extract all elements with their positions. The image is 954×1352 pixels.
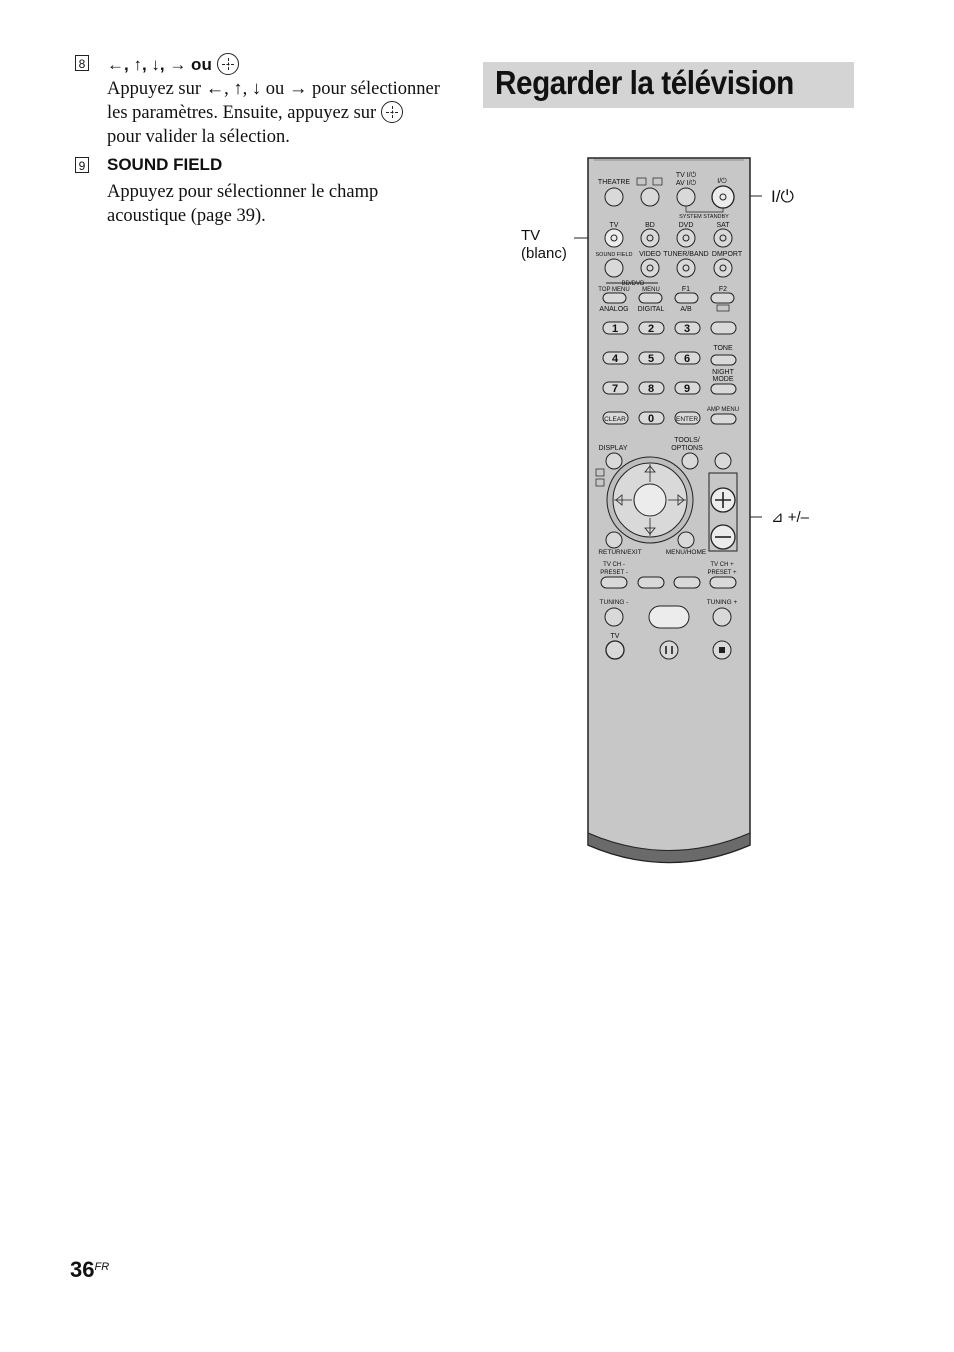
- remote-ab-label: A/B: [680, 306, 692, 313]
- remote-pause-button: [660, 641, 678, 659]
- remote-digital-label: DIGITAL: [637, 306, 665, 313]
- remote-f1-label: F1: [681, 286, 691, 293]
- item-9-text-1: Appuyez pour sélectionner le champ: [107, 182, 379, 202]
- item-9-heading: SOUND FIELD: [107, 155, 223, 174]
- remote-play-button: [649, 606, 689, 628]
- remote-menu-home-label: MENU/HOME: [665, 549, 707, 556]
- remote-bd-label: BD: [645, 222, 655, 229]
- remote-night-mode-button: [711, 384, 736, 394]
- remote-next-button: [710, 577, 736, 588]
- remote-amp-menu-button: [711, 414, 736, 424]
- remote-f1-button: [675, 293, 698, 303]
- remote-tv-label: TV: [609, 222, 619, 229]
- remote-tv-input-button: [606, 641, 624, 659]
- remote-advance-button: [674, 577, 700, 588]
- page-number-suffix: FR: [94, 1261, 110, 1273]
- remote-display-key: [711, 322, 736, 334]
- remote-night-label-1: NIGHT: [712, 369, 734, 376]
- remote-key-0-label: 0: [647, 413, 655, 425]
- remote-key-9-label: 9: [683, 383, 691, 395]
- remote-power-label: I/⏻: [717, 178, 727, 185]
- remote-input-button: [641, 188, 659, 206]
- remote-tools-button: [682, 453, 698, 469]
- item-8-number: 8: [75, 55, 89, 71]
- callout-tv-line1: TV: [521, 227, 541, 244]
- item-8-text-3: pour valider la sélection.: [107, 127, 290, 147]
- remote-display-button: [606, 453, 622, 469]
- remote-sound-field-label: SOUND FIELD: [595, 252, 633, 258]
- page-number: [70, 1257, 109, 1283]
- remote-dvd-button: [677, 229, 695, 247]
- remote-muting-button: [715, 453, 731, 469]
- remote-clear-label: CLEAR: [604, 416, 626, 423]
- item-9-text-2: acoustique (page 39).: [107, 206, 266, 226]
- remote-tone-button: [711, 355, 736, 365]
- remote-dvd-label: DVD: [678, 222, 694, 229]
- remote-tuning-minus-label: TUNING -: [599, 599, 629, 606]
- remote-key-6-label: 6: [683, 353, 691, 365]
- remote-bd-dvd-label: BD/DVD: [621, 281, 645, 287]
- remote-tvch-plus-label-1: TV CH +: [710, 562, 734, 568]
- remote-key-2-label: 2: [647, 323, 655, 335]
- remote-tv-bottom-label: TV: [610, 633, 620, 640]
- remote-key-8-label: 8: [647, 383, 655, 395]
- remote-video-button: [641, 259, 659, 277]
- remote-video-label: VIDEO: [639, 251, 661, 258]
- remote-night-label-2: MODE: [712, 376, 734, 383]
- remote-tuner-band-label: TUNER/BAND: [663, 251, 709, 258]
- remote-forward-button: [713, 608, 731, 626]
- section-title: Regarder la télévision: [495, 64, 794, 101]
- remote-enter-label: ENTER: [675, 416, 699, 423]
- callout-volume: ⊿ +/–: [771, 509, 810, 526]
- remote-prev-button: [601, 577, 627, 588]
- remote-bd-button: [641, 229, 659, 247]
- remote-tvch-minus-label-1: TV CH -: [603, 562, 625, 568]
- remote-return-label: RETURN/EXIT: [598, 549, 642, 556]
- remote-return-button: [606, 532, 622, 548]
- remote-rewind-button: [605, 608, 623, 626]
- item-8-heading-text: ←, ↑, ↓, → ou: [107, 55, 212, 74]
- remote-sat-button: [714, 229, 732, 247]
- remote-display-label: DISPLAY: [598, 445, 628, 452]
- remote-top-menu-button: [603, 293, 626, 303]
- remote-tv-button: [605, 229, 623, 247]
- remote-tuning-plus-label: TUNING +: [706, 599, 738, 606]
- remote-tv-power-label: TV I/⏻: [675, 172, 697, 179]
- remote-tools-label-2: OPTIONS: [671, 445, 703, 452]
- remote-key-5-label: 5: [647, 353, 655, 365]
- item-9-number: 9: [75, 157, 89, 173]
- remote-system-standby-label: SYSTEM STANDBY: [679, 214, 729, 220]
- remote-theatre-label: THEATRE: [597, 179, 631, 186]
- item-8-text-1: Appuyez sur ←, ↑, ↓ ou → pour sélectionner: [107, 79, 440, 99]
- remote-replay-button: [638, 577, 664, 588]
- remote-sat-label: SAT: [716, 222, 730, 229]
- remote-dmport-label: DMPORT: [711, 251, 743, 258]
- remote-tuner-button: [677, 259, 695, 277]
- page-number-value: 36: [70, 1257, 95, 1282]
- remote-av-power-label: AV I/⏻: [675, 180, 697, 187]
- remote-amp-menu-label: AMP MENU: [706, 407, 740, 413]
- remote-f2-label: F2: [718, 286, 728, 293]
- remote-tone-label: TONE: [713, 345, 733, 352]
- remote-menu-home-button: [678, 532, 694, 548]
- remote-tools-label-1: TOOLS/: [674, 437, 700, 444]
- remote-power-button: [712, 186, 734, 208]
- remote-tv-av-power-button: [677, 188, 695, 206]
- remote-dmport-button: [714, 259, 732, 277]
- callout-tv-line2: (blanc): [521, 245, 567, 262]
- remote-f2-button: [711, 293, 734, 303]
- remote-sound-field-button: [605, 259, 623, 277]
- remote-tvch-plus-label-2: PRESET +: [707, 570, 737, 576]
- remote-top-menu-label: TOP MENU: [598, 287, 630, 293]
- remote-key-1-label: 1: [611, 323, 619, 335]
- remote-theatre-button: [605, 188, 623, 206]
- remote-tvch-minus-label-2: PRESET -: [600, 570, 628, 576]
- item-8-text-2-a: les paramètres. Ensuite, appuyez sur: [107, 103, 377, 123]
- remote-menu-label: MENU: [642, 287, 660, 293]
- remote-key-4-label: 4: [611, 353, 619, 365]
- remote-key-7-label: 7: [611, 383, 619, 395]
- remote-dpad-center-button: [634, 484, 666, 516]
- callout-power: I/⏻: [771, 187, 794, 206]
- remote-analog-label: ANALOG: [599, 306, 629, 313]
- remote-key-3-label: 3: [683, 323, 691, 335]
- remote-menu-button: [639, 293, 662, 303]
